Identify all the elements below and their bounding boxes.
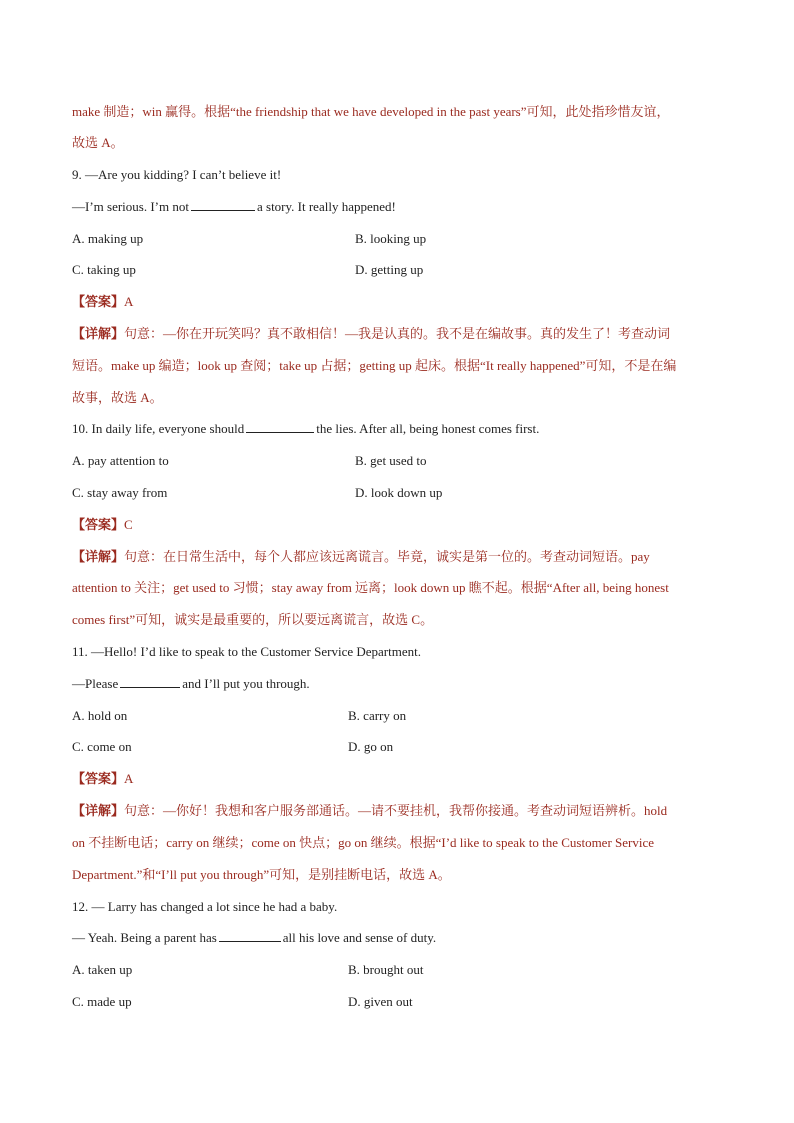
- question-9-stem-text-after-blank: a story. It really happened!: [256, 199, 396, 214]
- question-10-option-d: D. look down up: [355, 485, 443, 500]
- question-11-detail-line-2: on 不挂断电话；carry on 继续；come on 快点；go on 继续。根据“I’d like to speak to the Customer Service: [72, 835, 655, 850]
- question-9-detail-line-1: [72, 325, 732, 343]
- question-11-stem-text-before-blank: —Please: [72, 676, 119, 691]
- question-12-answer-blank: [219, 929, 281, 942]
- question-11-option-d: D. go on: [348, 739, 394, 754]
- question-9-option-b: B. looking up: [355, 231, 427, 246]
- question-11-detail-line-1: [72, 802, 732, 820]
- question-10-option-b: B. get used to: [355, 453, 427, 468]
- question-10-detail-line-3: comes first”可知，诚实是最重要的，所以要远离谎言，故选 C。: [72, 612, 434, 627]
- question-10-detail-tag: 【详解】: [72, 549, 125, 564]
- question-11-option-a: A. hold on: [72, 708, 128, 723]
- question-9-answer: [72, 293, 732, 311]
- question-10-stem-text-after-blank: the lies. After all, being honest comes first.: [316, 421, 540, 436]
- question-10-answer-blank: [246, 420, 314, 433]
- question-10-detail-line-1: [72, 548, 732, 566]
- question-9-option-a: A. making up: [72, 231, 144, 246]
- question-10-answer: [72, 516, 732, 534]
- question-11-answer-value: A: [124, 771, 134, 786]
- question-9-option-c: C. taking up: [72, 262, 136, 277]
- question-12-stem-text-after-blank: all his love and sense of duty.: [282, 930, 437, 945]
- question-11-answer: [72, 770, 732, 788]
- question-9-detail-line-2: 短语。make up 编造；look up 查阅；take up 占据；getting up 起床。根据“It really happened”可知，不是在编: [72, 358, 677, 373]
- question-11-stem-text-after-blank: and I’ll put you through.: [182, 676, 310, 691]
- question-10-detail-line-2: attention to 关注；get used to 习惯；stay away from 远离；look down up 瞧不起。根据“After all, being honest: [72, 580, 669, 595]
- question-9-answer-value: A: [124, 294, 134, 309]
- question-11-stem-line-2: [72, 675, 732, 693]
- question-10-answer-value: C: [124, 517, 133, 532]
- question-9-detail-text-1: 句意：—你在开玩笑吗？真不敢相信！—我是认真的。我不是在编故事。真的发生了！考查动词: [124, 326, 671, 341]
- question-11-stem-line-1: 11. —Hello! I’d like to speak to the Customer Service Department.: [72, 644, 421, 659]
- question-10-option-a: A. pay attention to: [72, 453, 169, 468]
- question-9-answer-tag: 【答案】: [72, 294, 125, 309]
- question-11-detail-text-1: 句意：—你好！我想和客户服务部通话。—请不要挂机，我帮你接通。考查动词短语辨析。hold: [124, 803, 668, 818]
- question-11-detail-tag: 【详解】: [72, 803, 125, 818]
- question-9-stem-line-1: 9. —Are you kidding? I can’t believe it!: [72, 167, 282, 182]
- question-11-option-c: C. come on: [72, 739, 132, 754]
- question-12-stem-text-before-blank: — Yeah. Being a parent has: [72, 930, 217, 945]
- question-9-answer-blank: [191, 198, 255, 211]
- question-11-answer-tag: 【答案】: [72, 771, 125, 786]
- explanation-continuation-line-1: make 制造；win 赢得。根据“the friendship that we have developed in the past years”可知，此处指珍惜友谊，: [72, 104, 670, 119]
- question-9-option-d: D. getting up: [355, 262, 424, 277]
- question-9-detail-tag: 【详解】: [72, 326, 125, 341]
- question-11-answer-blank: [120, 675, 180, 688]
- question-9-stem-text-before-blank: —I’m serious. I’m not: [72, 199, 189, 214]
- question-9-detail-line-3: 故事，故选 A。: [72, 390, 163, 405]
- question-12-option-a: A. taken up: [72, 962, 133, 977]
- explanation-continuation-line-2: 故选 A。: [72, 135, 124, 150]
- question-12-stem-line-2: [72, 929, 732, 947]
- question-11-detail-line-3: Department.”和“I’ll put you through”可知，是别挂断电话，故选 A。: [72, 867, 451, 882]
- question-12-option-d: D. given out: [348, 994, 413, 1009]
- question-12-stem-line-1: 12. — Larry has changed a lot since he had a baby.: [72, 899, 338, 914]
- question-12-option-c: C. made up: [72, 994, 132, 1009]
- question-10-detail-text-1: 句意：在日常生活中，每个人都应该远离谎言。毕竟，诚实是第一位的。考查动词短语。pay: [124, 549, 650, 564]
- question-11-option-b: B. carry on: [348, 708, 407, 723]
- question-10-stem-text-before-blank: 10. In daily life, everyone should: [72, 421, 245, 436]
- question-10-stem-line-1: [72, 420, 732, 438]
- question-9-stem-line-2: [72, 198, 732, 216]
- question-10-option-c: C. stay away from: [72, 485, 168, 500]
- question-12-option-b: B. brought out: [348, 962, 424, 977]
- question-10-answer-tag: 【答案】: [72, 517, 125, 532]
